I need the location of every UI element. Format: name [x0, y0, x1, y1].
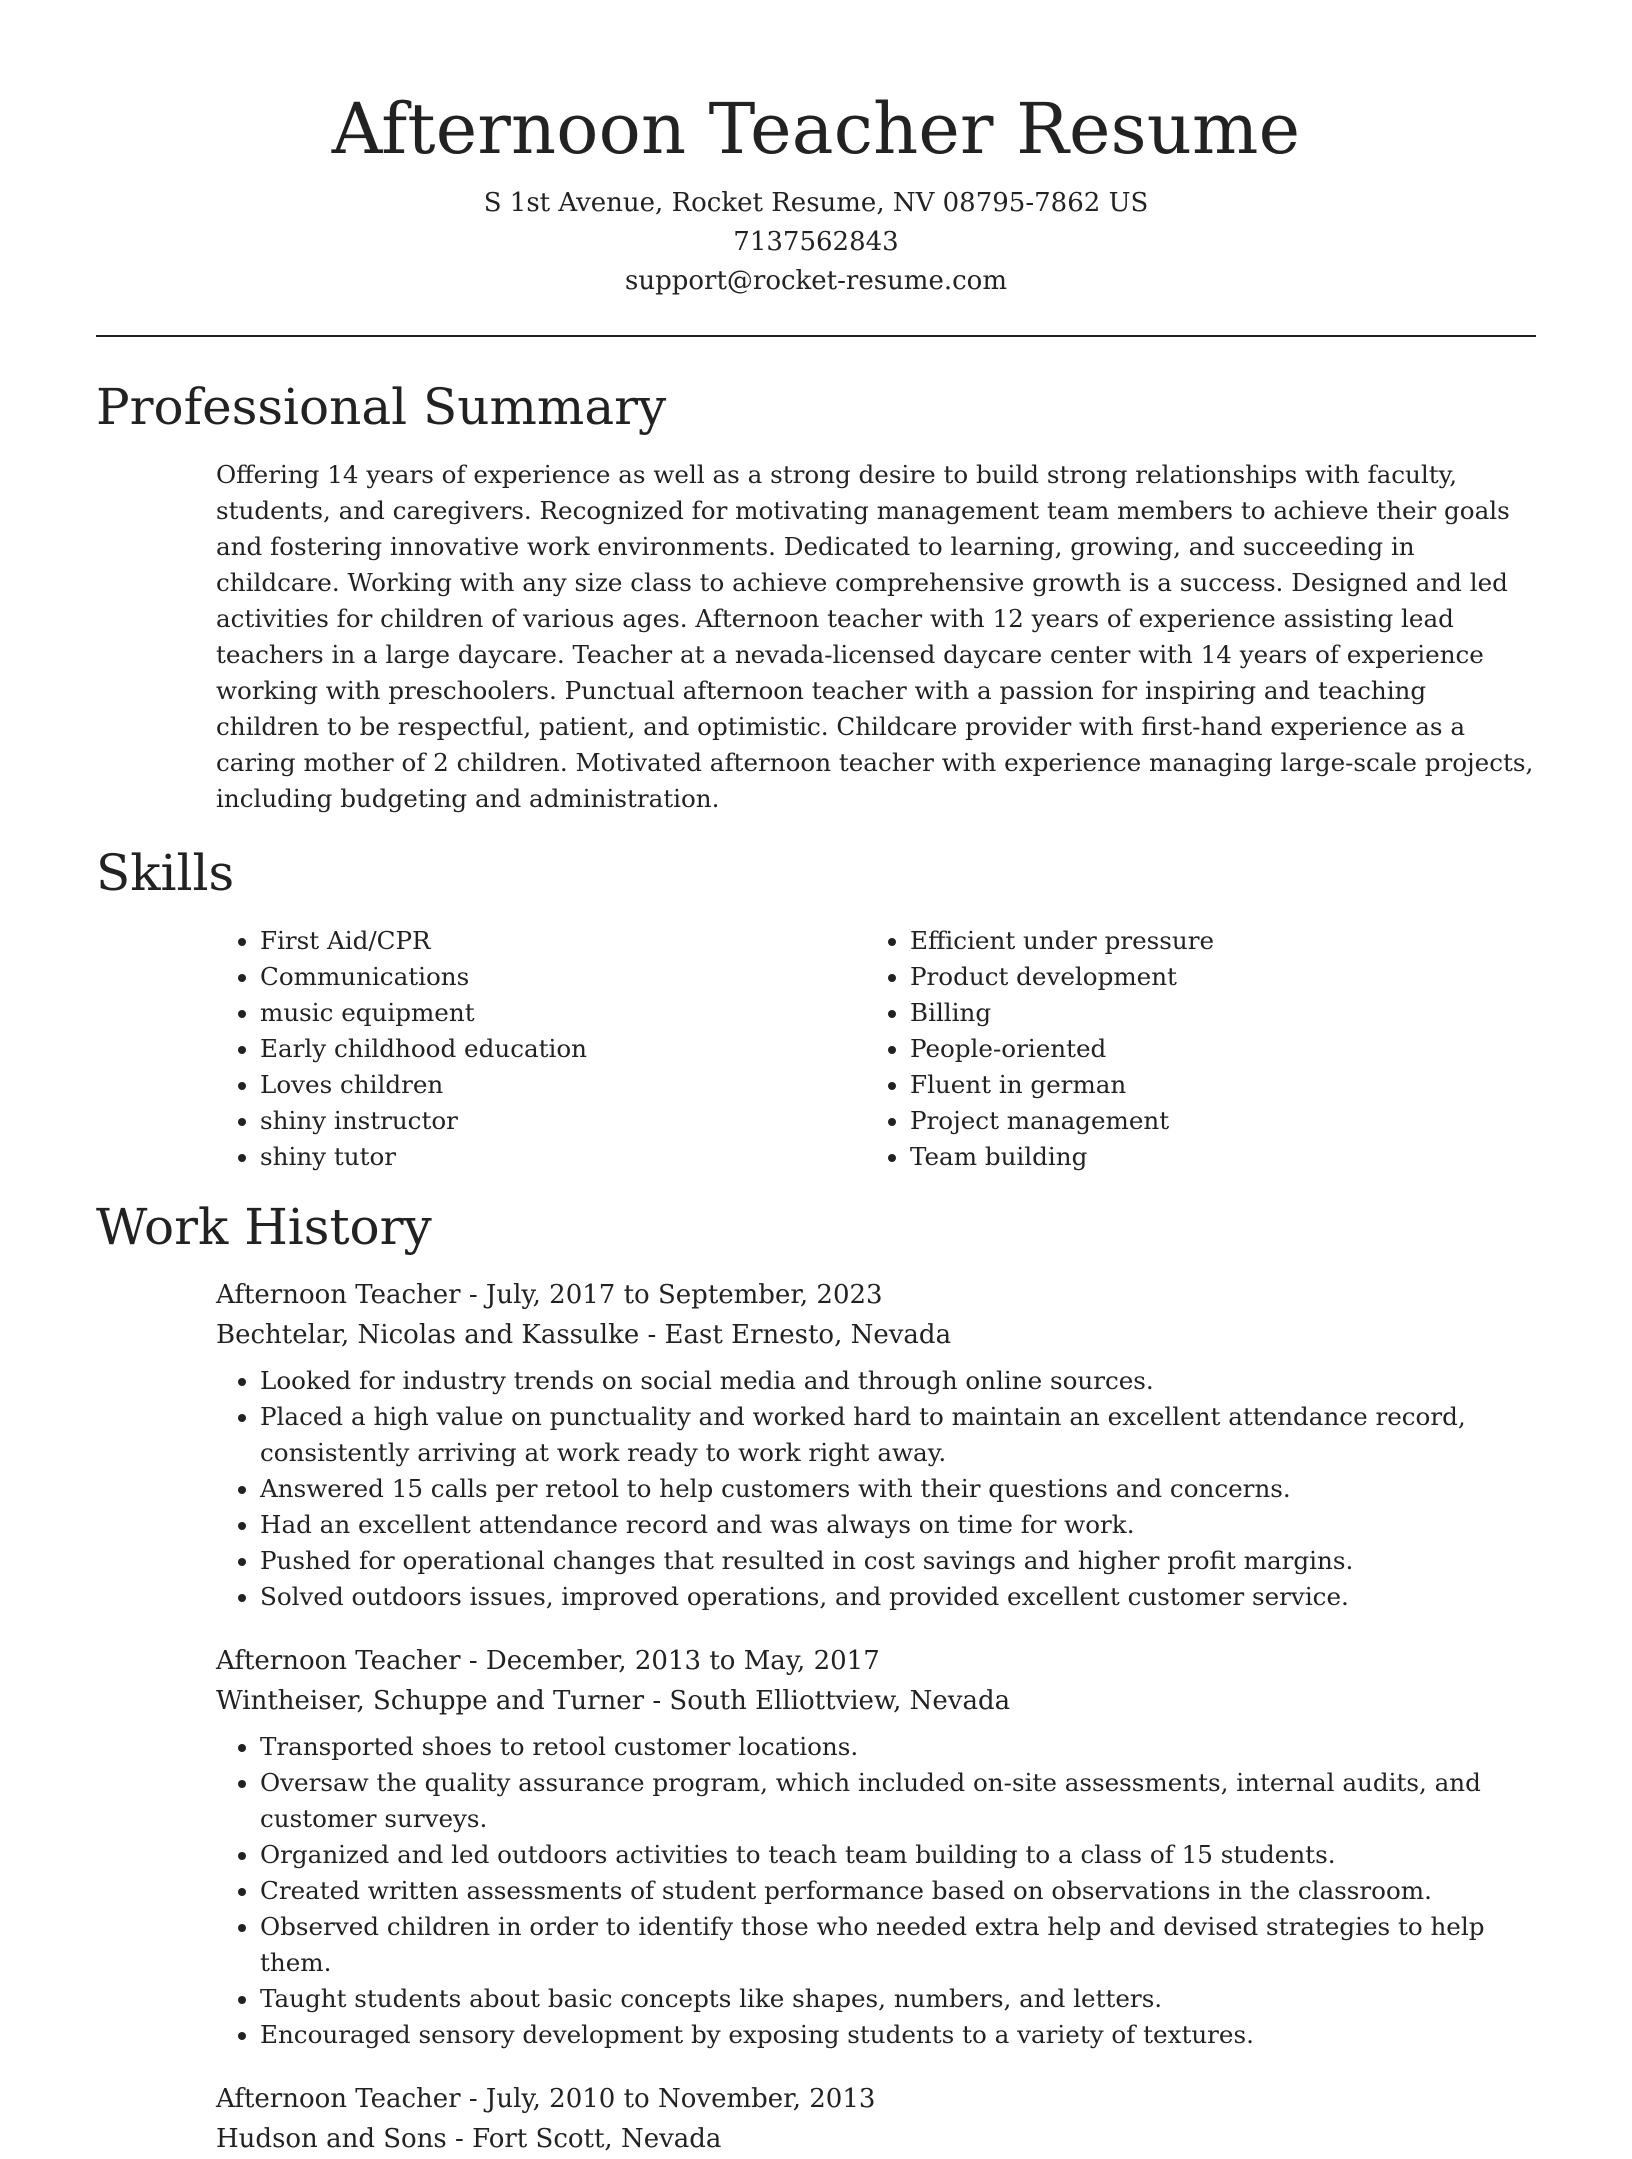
skill-item: • Efficient under pressure: [910, 923, 1516, 959]
skill-item: • Team building: [910, 1139, 1516, 1175]
skills-column-right: [866, 923, 1516, 1175]
job-company: Hudson and Sons: [216, 2124, 447, 2154]
email: support@rocket-resume.com: [624, 266, 1007, 296]
job-title-line: [216, 1641, 1536, 1681]
skill-item: • music equipment: [260, 995, 866, 1031]
skills-list: [216, 923, 1536, 1175]
job-location: - South Elliottview, Nevada: [644, 1686, 1011, 1716]
job-bullet: • Transported shoes to retool customer locations.: [260, 1729, 1536, 1765]
resume-title: Afternoon Teacher Resume: [331, 88, 1301, 170]
skill-item: • People-oriented: [910, 1031, 1516, 1067]
job-title: Afternoon Teacher: [216, 1280, 461, 1310]
job-dates: - December, 2013 to May, 2017: [460, 1646, 880, 1676]
job-company-line: [216, 2119, 1536, 2159]
job-bullet: • Placed a high value on punctuality and worked hard to maintain an excellent attendance record, consistently arriving at work ready to work right away.: [260, 1399, 1536, 1471]
phone: 7137562843: [733, 227, 899, 257]
job-bullet: • Oversaw the quality assurance program, which included on-site assessments, internal audits, and customer surveys.: [260, 1765, 1536, 1837]
job-bullet: • Created written assessments of student performance based on observations in the classroom.: [260, 1873, 1536, 1909]
job-bullet: • Solved outdoors issues, improved operations, and provided excellent customer service.: [260, 1579, 1536, 1615]
job-title: Afternoon Teacher: [216, 1646, 461, 1676]
job-company-line: [216, 1315, 1536, 1355]
summary-text: Offering 14 years of experience as well as a strong desire to build strong relationships with faculty, students, and caregivers. Recognized for motivating management team members to achieve their goals and fostering innovative work environments. Dedicated to learning, growing, and succeeding in childcare. Working with any size class to achieve comprehensive growth is a success. Designed and led activities for children of various ages. Afternoon teacher with 12 years of experience assisting lead teachers in a large daycare. Teacher at a nevada-licensed daycare center with 14 years of experience working with preschoolers. Punctual afternoon teacher with a passion for inspiring and teaching children to be respectful, patient, and optimistic. Childcare provider with first-hand experience as a caring mother of 2 children. Motivated afternoon teacher with experience managing large-scale projects, including budgeting and administration.: [216, 460, 1534, 813]
job-title: Afternoon Teacher: [216, 2084, 461, 2114]
job-entry: [216, 1641, 1536, 2053]
summary-heading: Professional Summary: [96, 378, 667, 436]
job-entry: [216, 1275, 1536, 1615]
job-bullet: • Encouraged sensory development by exposing students to a variety of textures.: [260, 2017, 1536, 2053]
job-bullet: • Taught students about basic concepts like shapes, numbers, and letters.: [260, 1981, 1536, 2017]
work-history-heading: Work History: [96, 1198, 432, 1256]
skill-item: • Project management: [910, 1103, 1516, 1139]
job-title-line: [216, 2079, 1536, 2119]
skill-item: • Billing: [910, 995, 1516, 1031]
job-dates: - July, 2010 to November, 2013: [460, 2084, 876, 2114]
skill-item: • shiny tutor: [260, 1139, 866, 1175]
job-company: Bechtelar, Nicolas and Kassulke: [216, 1320, 640, 1350]
job-bullets: [216, 1729, 1536, 2053]
skills-column-left: [216, 923, 866, 1175]
skill-item: • First Aid/CPR: [260, 923, 866, 959]
job-bullet: • Pushed for operational changes that resulted in cost savings and higher profit margins.: [260, 1543, 1536, 1579]
address: S 1st Avenue, Rocket Resume, NV 08795-7862 US: [483, 188, 1149, 218]
job-location: - East Ernesto, Nevada: [639, 1320, 952, 1350]
job-bullet: • Observed children in order to identify those who needed extra help and devised strategies to help them.: [260, 1909, 1536, 1981]
job-company: Wintheiser, Schuppe and Turner: [216, 1686, 645, 1716]
skills-heading: Skills: [96, 844, 235, 902]
skill-item: • shiny instructor: [260, 1103, 866, 1139]
resume-page: [96, 0, 1536, 2159]
job-bullets: [216, 1363, 1536, 1615]
job-entry: [216, 2079, 1536, 2159]
job-bullet: • Organized and led outdoors activities to teach team building to a class of 15 students.: [260, 1837, 1536, 1873]
skill-item: • Early childhood education: [260, 1031, 866, 1067]
job-bullet: • Looked for industry trends on social media and through online sources.: [260, 1363, 1536, 1399]
skill-item: • Loves children: [260, 1067, 866, 1103]
job-location: - Fort Scott, Nevada: [446, 2124, 722, 2154]
header-divider: [96, 335, 1536, 337]
contact-block: [96, 184, 1536, 301]
job-title-line: [216, 1275, 1536, 1315]
job-bullet: • Had an excellent attendance record and was always on time for work.: [260, 1507, 1536, 1543]
skill-item: • Communications: [260, 959, 866, 995]
skill-item: • Fluent in german: [910, 1067, 1516, 1103]
job-bullet: • Answered 15 calls per retool to help customers with their questions and concerns.: [260, 1471, 1536, 1507]
job-dates: - July, 2017 to September, 2023: [460, 1280, 883, 1310]
skill-item: • Product development: [910, 959, 1516, 995]
job-company-line: [216, 1681, 1536, 1721]
